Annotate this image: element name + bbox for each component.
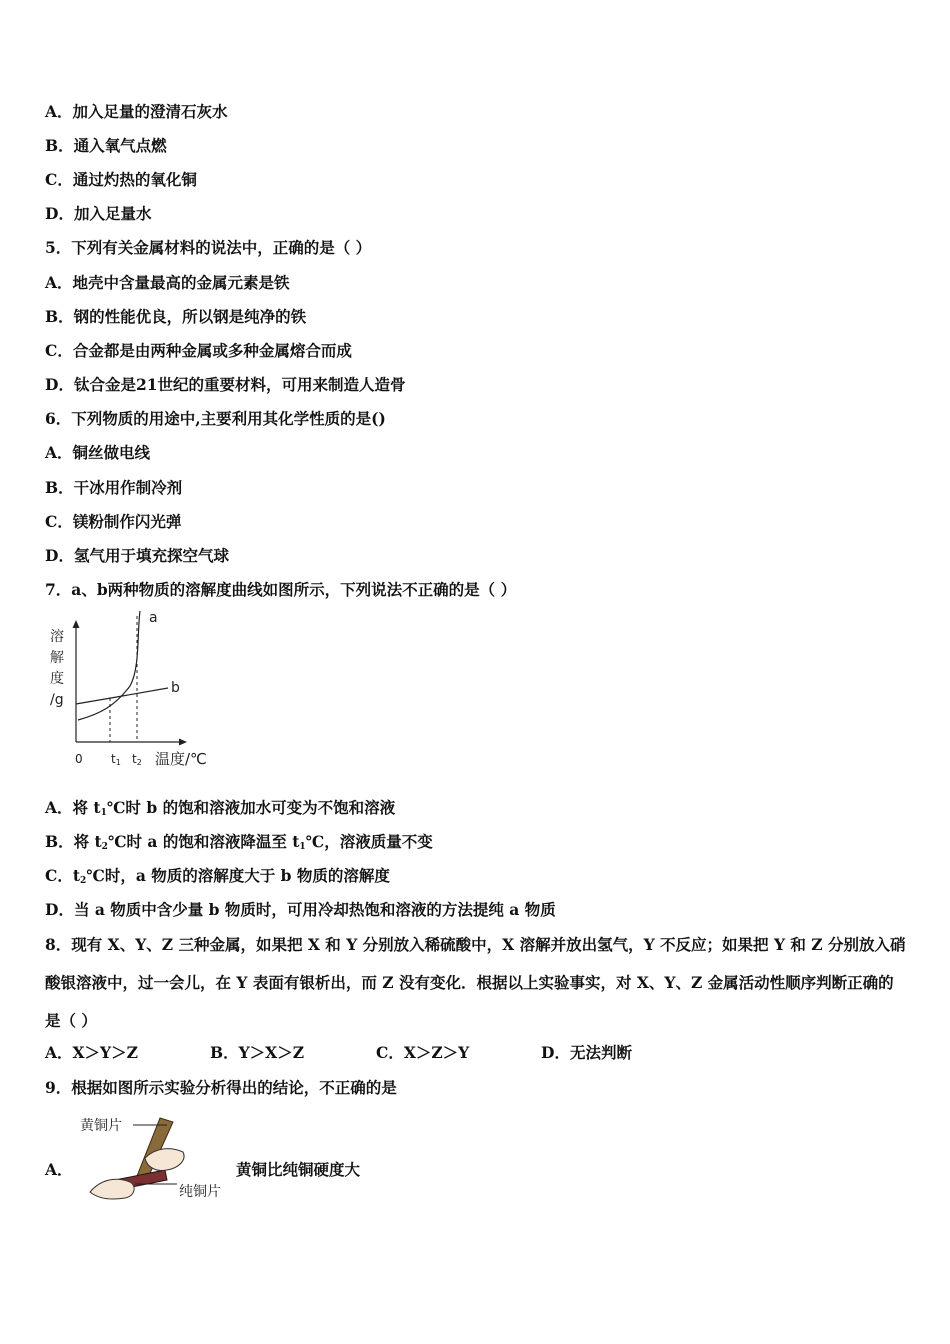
y-label-1: 溶	[50, 629, 64, 645]
q7-option-a: A．将 $t_1℃$时 b 的饱和溶液加水可变为不饱和溶液	[45, 798, 396, 818]
origin-label: 0	[75, 752, 83, 766]
curve-a	[78, 611, 140, 720]
q8-option-a: A．X＞Y＞Z	[45, 1043, 138, 1062]
q4-option-b: B．通入氧气点燃	[45, 136, 167, 155]
q4-option-d: D．加入足量水	[45, 204, 152, 223]
solubility-graph	[45, 606, 225, 776]
brass-label: 黄铜片	[80, 1118, 122, 1134]
x-label: 温度/℃	[155, 750, 207, 768]
q6-option-c: C．镁粉制作闪光弹	[45, 512, 182, 531]
q7-option-c: C．$t_2℃$时，a 物质的溶解度大于 b 物质的溶解度	[45, 866, 390, 886]
y-label-2: 解	[50, 650, 64, 666]
q7-option-d: D．当 a 物质中含少量 b 物质时，可用冷却热饱和溶液的方法提纯 a 物质	[45, 900, 556, 919]
q4-option-c: C．通过灼热的氧化铜	[45, 170, 197, 189]
q8-option-b: B．Y＞X＞Z	[210, 1043, 305, 1062]
q7-option-b: B．将 $t_2℃$时 a 的饱和溶液降温至 $t_1℃$，溶液质量不变	[45, 832, 433, 852]
q5-stem: 5．下列有关金属材料的说法中，正确的是（ ）	[45, 238, 372, 257]
q8-stem: 8．现有 X、Y、Z 三种金属，如果把 X 和 Y 分别放入稀硫酸中，X 溶解并放出氢气，Y 不反应；如果把 Y 和 Z 分别放入硝酸银溶液中，过一会儿，在 Y 表面有银析出，而 Z 没有变化．根据以上实验事实，对 X、Y、Z 金属活动性顺序判断正确的是（ ）	[45, 935, 906, 1030]
q5-option-d: D．钛合金是21世纪的重要材料，可用来制造人造骨	[45, 375, 406, 394]
y-label-3: 度	[50, 671, 64, 687]
q6-option-d: D．氢气用于填充探空气球	[45, 546, 229, 565]
q6-option-a: A．铜丝做电线	[45, 443, 151, 462]
q5-option-c: C．合金都是由两种金属或多种金属熔合而成	[45, 341, 352, 360]
q6-option-b: B．干冰用作制冷剂	[45, 478, 183, 497]
q5-option-a: A．地壳中含量最高的金属元素是铁	[45, 273, 290, 292]
t2-label: t2	[132, 752, 142, 767]
curve-b-label: b	[171, 680, 180, 696]
q5-option-b: B．钢的性能优良，所以钢是纯净的铁	[45, 307, 307, 326]
q4-option-a: A．加入足量的澄清石灰水	[45, 102, 228, 121]
q6-stem: 6．下列物质的用途中,主要利用其化学性质的是()	[45, 409, 386, 428]
q8-option-d: D．无法判断	[541, 1043, 632, 1062]
t1-label: t1	[111, 752, 121, 767]
q9-option-a-text: 黄铜比纯铜硬度大	[236, 1160, 361, 1179]
brass-scratch-figure	[75, 1110, 240, 1205]
q7-stem: 7．a、b两种物质的溶解度曲线如图所示，下列说法不正确的是（ ）	[45, 580, 517, 599]
curve-a-label: a	[149, 610, 158, 626]
q8-option-c: C．X＞Z＞Y	[376, 1043, 470, 1062]
y-label-4: /g	[50, 692, 64, 708]
q9-stem: 9．根据如图所示实验分析得出的结论，不正确的是	[45, 1078, 397, 1097]
copper-label: 纯铜片	[179, 1184, 221, 1200]
q9-option-a-label: A．	[45, 1160, 73, 1179]
